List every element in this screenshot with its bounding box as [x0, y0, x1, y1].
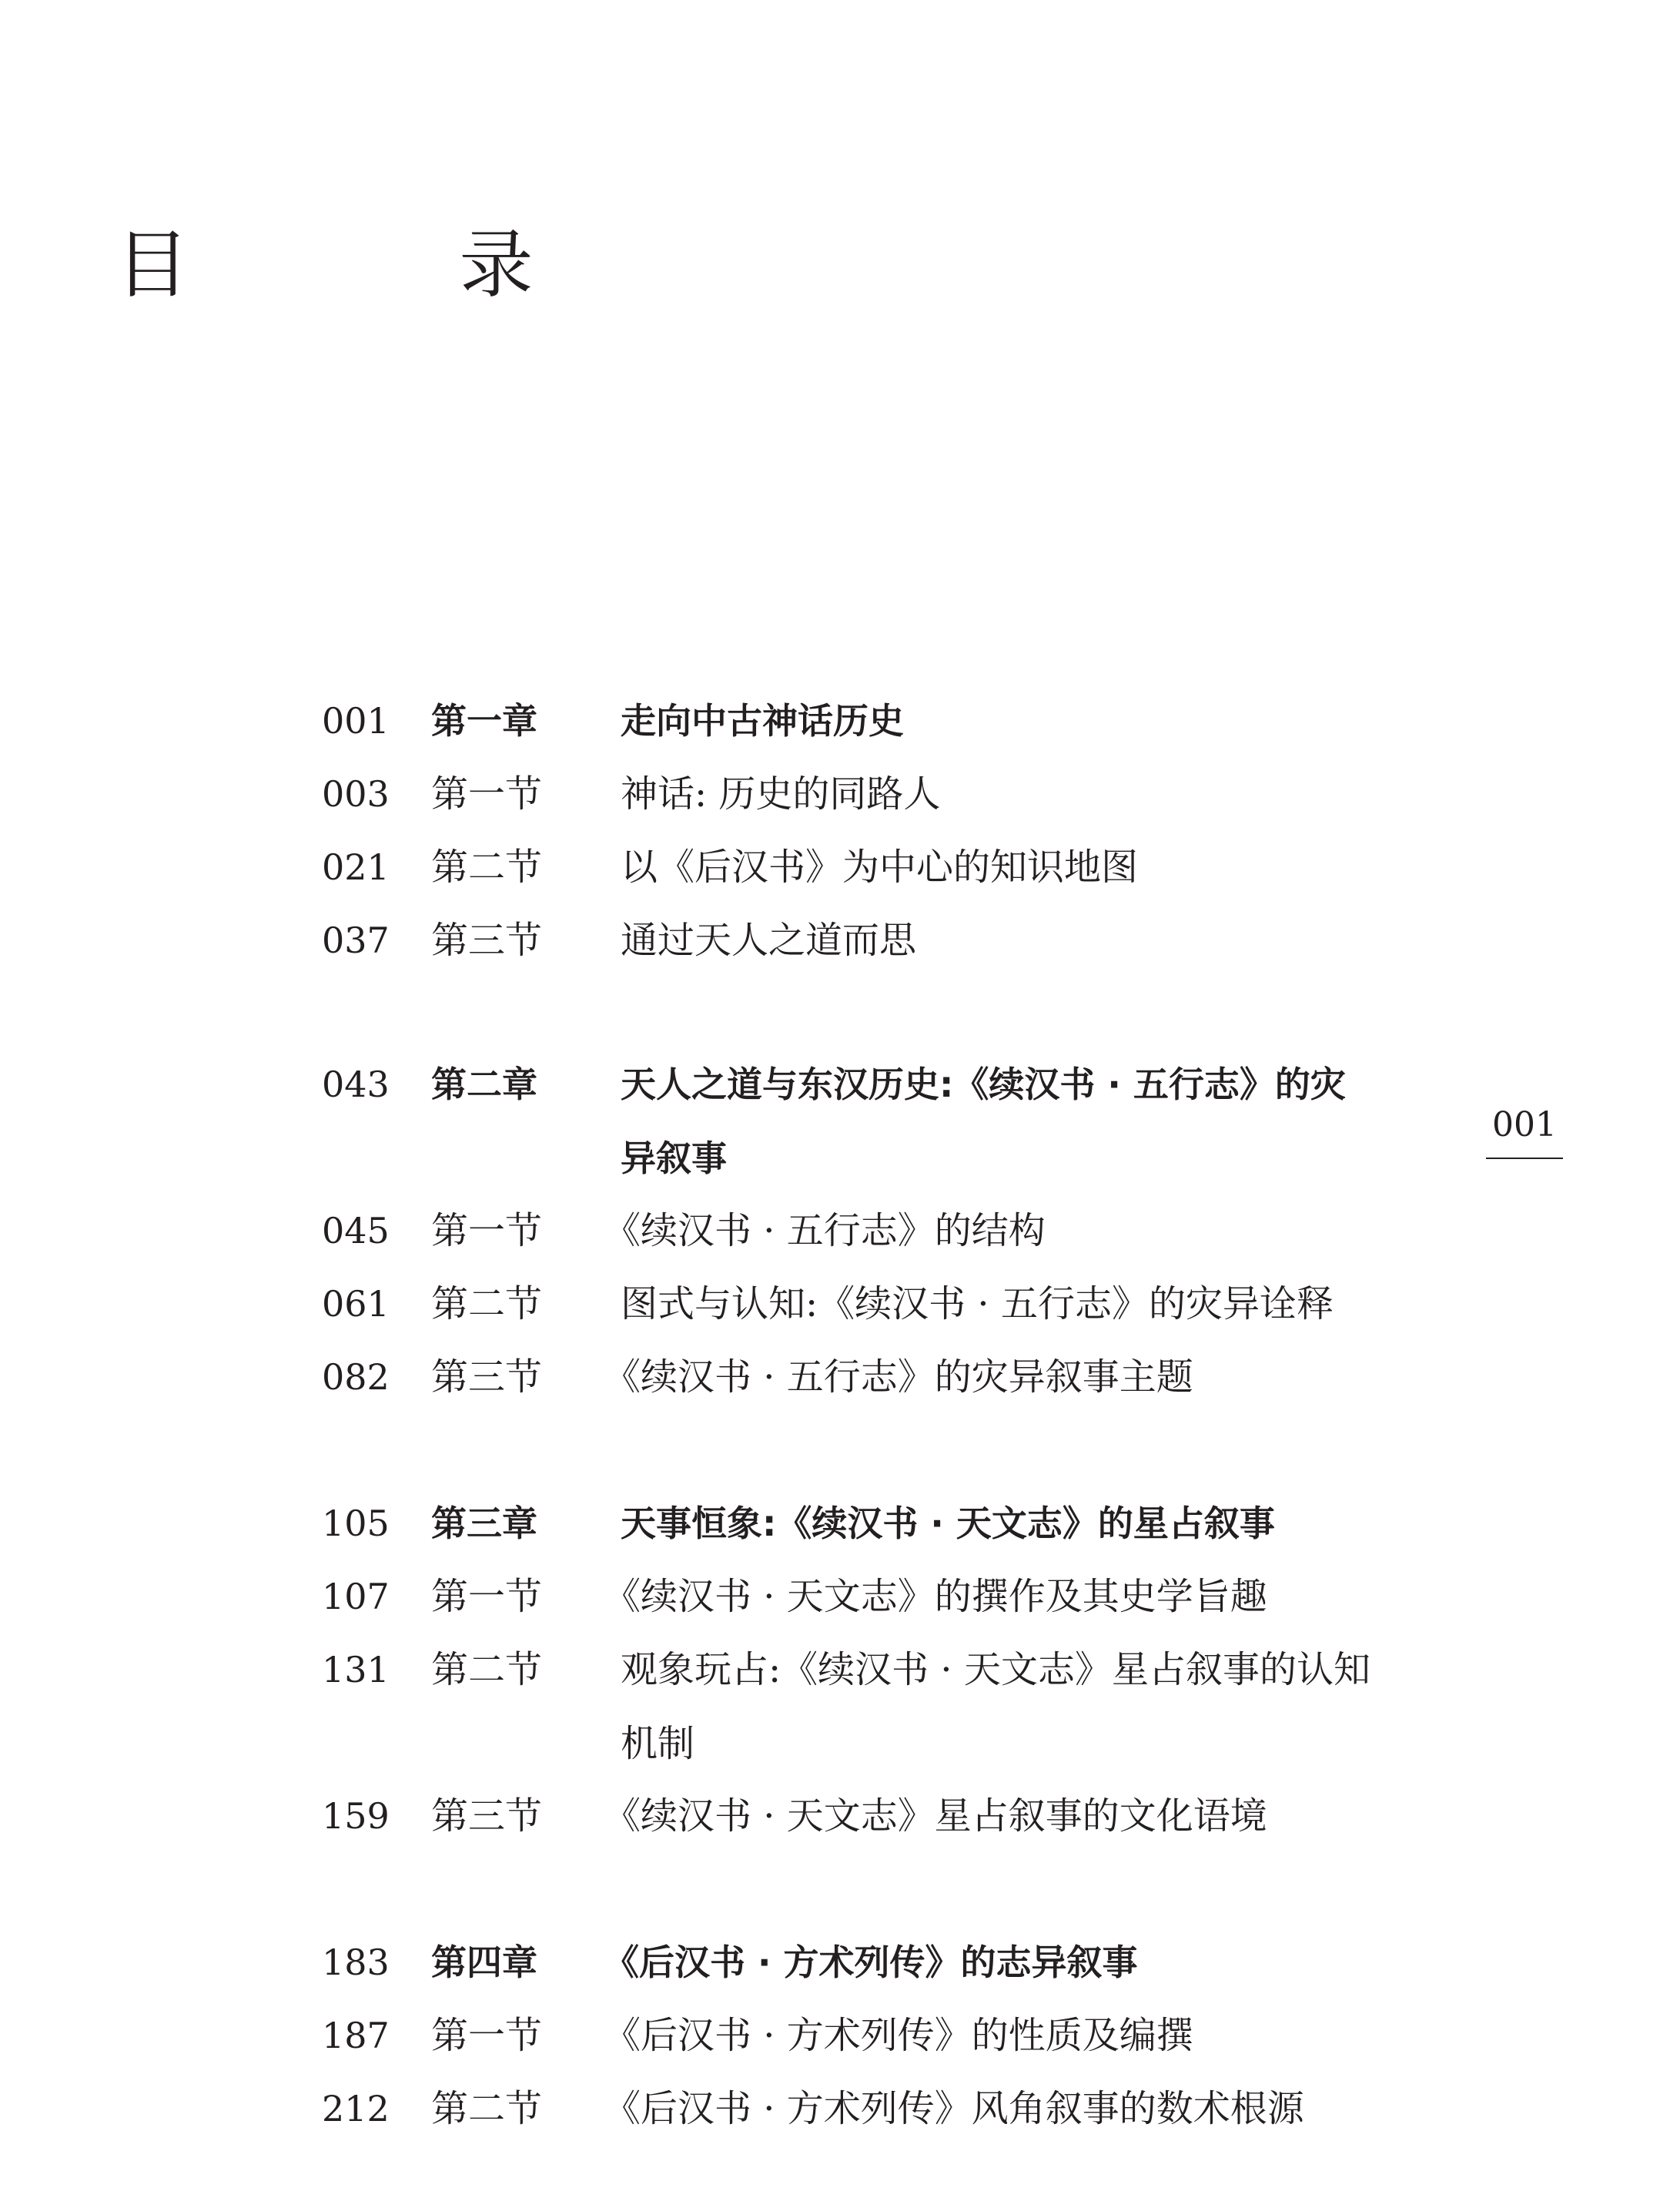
toc-chapter-label: 第四章 — [431, 1942, 537, 1983]
toc-section-label: 第一节 — [431, 1209, 543, 1252]
toc-chapter-title: 天事恒象:《续汉书 · 天文志》的星占叙事 — [621, 1503, 1275, 1544]
page-title: 目 录 — [115, 222, 657, 309]
toc-section-title: 《续汉书 · 天文志》的撰作及其史学旨趣 — [604, 1575, 1267, 1618]
toc-section-title: 神话: 历史的同路人 — [621, 772, 941, 816]
toc-chapter-label: 第一章 — [431, 700, 537, 742]
toc-chapter-label: 第二章 — [431, 1064, 537, 1105]
toc-section-title: 通过天人之道而思 — [621, 919, 917, 962]
toc-section-label: 第一节 — [431, 2014, 543, 2057]
toc-page-number: 045 — [322, 1210, 390, 1251]
toc-page-number: 043 — [322, 1064, 390, 1105]
toc-page-number: 131 — [322, 1649, 390, 1690]
toc-section-title: 《续汉书 · 五行志》的结构 — [604, 1209, 1046, 1252]
toc-section-title: 图式与认知:《续汉书 · 五行志》的灾异诠释 — [621, 1282, 1334, 1325]
toc-section-title: 《续汉书 · 天文志》星占叙事的文化语境 — [604, 1794, 1267, 1838]
toc-section-title: 《后汉书 · 方术列传》的性质及编撰 — [604, 2014, 1193, 2057]
toc-page-number: 082 — [322, 1356, 390, 1398]
toc-chapter-label: 第三章 — [431, 1503, 537, 1544]
toc-page-number: 183 — [322, 1942, 390, 1983]
toc-section-title: 《后汉书 · 方术列传》风角叙事的数术根源 — [604, 2087, 1304, 2130]
toc-section-label: 第三节 — [431, 919, 543, 962]
toc-page-number: 187 — [322, 2015, 390, 2056]
toc-page-number: 003 — [322, 773, 390, 815]
toc-page-number: 212 — [322, 2088, 390, 2129]
toc-section-label: 第一节 — [431, 1575, 543, 1618]
toc-chapter-title: 天人之道与东汉历史:《续汉书 · 五行志》的灾异叙事 — [621, 1064, 1346, 1179]
toc-section-label: 第一节 — [431, 772, 543, 816]
toc-page-number: 021 — [322, 846, 390, 888]
toc-page-number: 001 — [322, 700, 390, 742]
toc-section-label: 第三节 — [431, 1355, 543, 1399]
toc-section-title: 以《后汉书》为中心的知识地图 — [621, 846, 1139, 889]
page-number-rule — [1486, 1158, 1563, 1159]
toc-section-label: 第三节 — [431, 1794, 543, 1838]
toc-chapter-title: 走向中古神话历史 — [621, 700, 904, 742]
toc-section-label: 第二节 — [431, 1282, 543, 1325]
toc-section-title: 观象玩占:《续汉书 · 天文志》星占叙事的认知机制 — [621, 1648, 1370, 1765]
toc-page-number: 105 — [322, 1503, 390, 1544]
toc-section-title: 《续汉书 · 五行志》的灾异叙事主题 — [604, 1355, 1193, 1399]
toc-page-number: 159 — [322, 1795, 390, 1837]
toc-section-label: 第二节 — [431, 2087, 543, 2130]
toc-page-number: 107 — [322, 1576, 390, 1617]
toc-page-number: 061 — [322, 1283, 390, 1325]
page-number: 001 — [1492, 1105, 1557, 1144]
toc-chapter-title: 《后汉书 · 方术列传》的志异叙事 — [604, 1942, 1138, 1983]
toc-section-label: 第二节 — [431, 1648, 543, 1691]
toc-section-label: 第二节 — [431, 846, 543, 889]
toc-page-number: 037 — [322, 920, 390, 961]
